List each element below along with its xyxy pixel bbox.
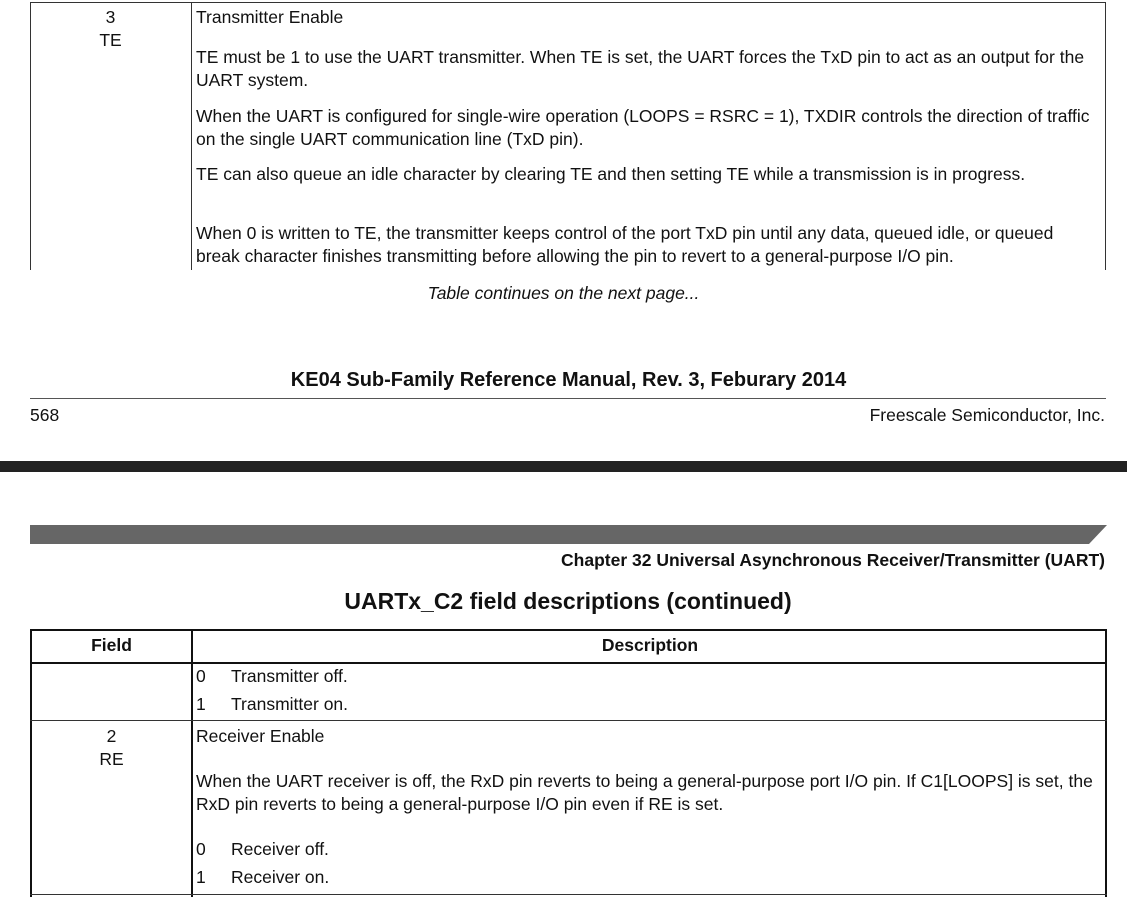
field-name: TE (99, 30, 122, 50)
value-text: Transmitter off. (231, 666, 348, 686)
field-name: RE (99, 749, 124, 769)
footer-rule (30, 398, 1106, 399)
te-paragraph-2: When the UART is configured for single-wire operation (LOOPS = RSRC = 1), TXDIR controls the direction of traffic on the single UART communication line (TxD pin). (196, 106, 1090, 149)
value-text: Receiver on. (231, 867, 330, 887)
footer-manual-title: KE04 Sub-Family Reference Manual, Rev. 3, Feburary 2014 (290, 369, 847, 391)
value-number: 1 (196, 694, 206, 714)
list-item (196, 866, 330, 889)
re-field-cell (30, 725, 193, 771)
table-column-divider (191, 2, 192, 270)
list-item (196, 665, 348, 688)
te-field-cell (30, 6, 191, 52)
table-bottom-border (30, 894, 1107, 895)
footer-company: Freescale Semiconductor, Inc. (869, 405, 1105, 425)
table-right-border (1105, 629, 1107, 897)
te-paragraph-3: TE can also queue an idle character by clearing TE and then setting TE while a transmission is in progress. (196, 164, 1026, 184)
list-item (196, 838, 329, 861)
table-title: UARTx_C2 field descriptions (continued) (344, 588, 792, 614)
table-continues-note: Table continues on the next page... (427, 283, 700, 303)
value-text: Transmitter on. (231, 694, 349, 714)
chapter-header-bar (30, 525, 1107, 544)
footer-page-number: 568 (30, 405, 60, 425)
re-title: Receiver Enable (196, 726, 325, 746)
chapter-title: Chapter 32 Universal Asynchronous Receiver/Transmitter (UART) (561, 550, 1105, 570)
table-right-border (1105, 2, 1106, 270)
te-paragraph-1: TE must be 1 to use the UART transmitter. When TE is set, the UART forces the TxD pin to act as an output for the UART system. (196, 47, 1085, 90)
te-title: Transmitter Enable (196, 7, 344, 27)
table-row-border (30, 720, 1107, 721)
value-number: 0 (196, 839, 206, 859)
value-text: Receiver off. (231, 839, 329, 859)
te-paragraph-4: When 0 is written to TE, the transmitter keeps control of the port TxD pin until any data, queued idle, or queued break character finishes transmitting before allowing the pin to revert to a general-purpose I/O pin. (196, 223, 1054, 266)
list-item (196, 693, 349, 716)
field-number: 2 (106, 726, 117, 746)
field-number: 3 (105, 7, 116, 27)
header-field: Field (91, 635, 132, 655)
value-number: 0 (196, 666, 206, 686)
page-separator (0, 461, 1127, 472)
re-paragraph: When the UART receiver is off, the RxD pin reverts to being a general-purpose port I/O pin. If C1[LOOPS] is set, the RxD pin reverts to being a general-purpose I/O pin even if RE is set. (196, 771, 1093, 814)
value-number: 1 (196, 867, 206, 887)
header-description: Description (601, 635, 699, 655)
